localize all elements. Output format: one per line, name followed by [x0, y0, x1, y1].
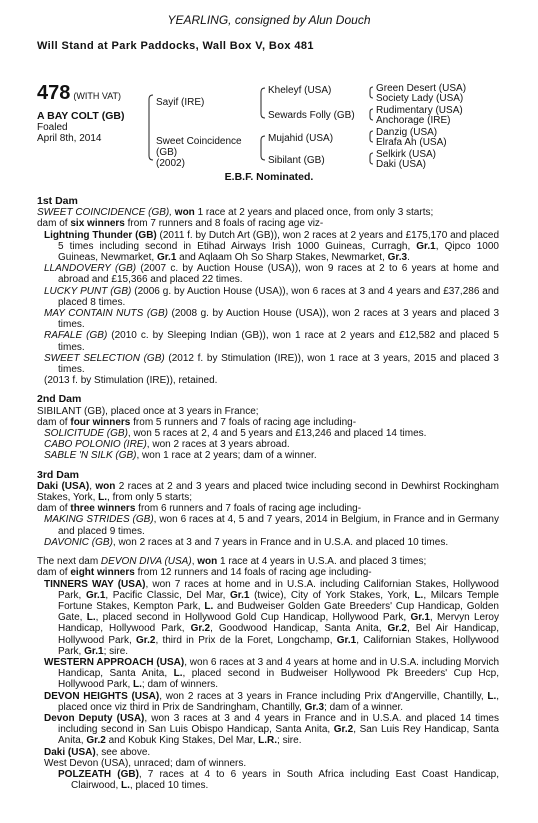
gen3-bracket-3 [370, 131, 373, 142]
bold-text: won [174, 207, 195, 219]
bold-text: WESTERN APPROACH (USA) [44, 656, 185, 668]
text: , Bel Air Handicap, Hollywood Park, [58, 623, 500, 646]
stand-location: Will Stand at Park Paddocks, Wall Box V, Box 481 [37, 40, 314, 52]
pedigree-entry [37, 556, 499, 567]
pedigree-dam-year: (2002) [156, 158, 185, 169]
text: 2 races at 2 and 3 years and placed twice including second in Dewhirst Rockingham Stakes, York, [37, 480, 499, 504]
pedigree-entry [37, 758, 499, 769]
bold-text: TINNERS WAY (USA) [44, 578, 146, 590]
text: The next dam [37, 556, 101, 568]
pedigree-g3-4: Anchorage (IRE) [376, 115, 451, 126]
text: , Milcars Temple Fortune Stakes, Kempton Park, [58, 589, 499, 612]
text: , won 2 races at 3 years in France including Prix d'Angerville, Chantilly, [159, 690, 488, 702]
text: , won 6 races at 4, 5 and 7 years, 2014 in Belgium, in France and in Germany and placed 9 times. [58, 514, 499, 537]
text: (twice), City of York Stakes, York, [249, 589, 415, 601]
bold-text: L. [173, 668, 183, 680]
italic-text: CABO POLONIO (IRE) [44, 439, 147, 451]
gen1-bracket [149, 95, 153, 160]
pedigree-entry [37, 330, 499, 352]
text: 1 race at 4 years in U.S.A. and placed 3 times; [217, 556, 427, 568]
dam-section [37, 462, 499, 548]
pedigree-dam-dam: Sibilant (GB) [268, 155, 325, 166]
text: (2013 f. by Stimulation (IRE)), retained. [44, 375, 218, 387]
bold-text: Gr.1 [230, 589, 250, 601]
text: , won 6 races at 3 and 4 years at home and in U.S.A. including Morvich Handicap, Santa Anita, [58, 656, 500, 680]
text: , won 2 races at 3 and 7 years in France and in U.S.A. and placed 10 times. [112, 536, 449, 548]
foaled-date: April 8th, 2014 [37, 133, 102, 144]
pedigree-g3-7: Selkirk (USA) [376, 149, 437, 160]
text: (2006 g. by Auction House (USA)), won 6 races at 3 and 4 years and £37,286 and placed 8 times. [58, 285, 499, 308]
pedigree-dam: Sweet Coincidence [156, 136, 242, 147]
pedigree-g3-5: Danzig (USA) [376, 127, 438, 138]
text: SIBILANT (GB), placed once at 3 years in France; [37, 405, 259, 417]
pedigree-entry [37, 713, 499, 747]
pedigree-entry [37, 503, 499, 514]
bold-text: L. [98, 492, 108, 504]
text: West Devon (USA), unraced; dam of winners. [44, 757, 247, 769]
section-gap [37, 462, 499, 470]
text: , Pacific Classic, Del Mar, [105, 589, 231, 601]
bold-text: Gr.1 [84, 645, 104, 657]
foaled-label: Foaled [37, 122, 68, 133]
pedigree-entry [37, 375, 499, 386]
bold-text: L. [414, 589, 424, 601]
section-title: 2nd Dam [37, 393, 82, 406]
catalogue-header [0, 0, 538, 190]
pedigree-entry [37, 747, 499, 758]
pedigree-entry [37, 537, 499, 548]
section-gap [37, 548, 499, 556]
text: , see above. [95, 746, 151, 758]
bold-text: Gr.2 [86, 735, 106, 747]
text: ; sire. [277, 735, 302, 747]
bold-text: L. [487, 690, 497, 702]
text: , placed 10 times. [129, 780, 209, 792]
bold-text: L. [86, 612, 96, 624]
bold-text: L. [204, 600, 214, 612]
produce-record [37, 196, 499, 791]
pedigree-entry [37, 218, 499, 229]
pedigree-entry [37, 353, 499, 375]
pedigree-entry [37, 439, 499, 450]
bold-text: Gr.1 [85, 589, 106, 601]
text: ; dam of winners. [141, 679, 219, 691]
bold-text: Gr.1 [336, 634, 357, 646]
italic-text: DEVON DIVA (USA) [100, 556, 192, 568]
pedigree-sire-dam: Sewards Folly (GB) [268, 110, 355, 121]
bold-text: Daki (USA) [37, 480, 90, 492]
pedigree-dam-sire: Mujahid (USA) [268, 133, 334, 144]
pedigree-entry [37, 263, 499, 285]
text: , won 7 races at home and in U.S.A. including Californian Stakes, Hollywood Park, [58, 578, 499, 601]
italic-text: MAY CONTAIN NUTS (GB) [44, 308, 168, 320]
bold-text: L. [133, 679, 142, 691]
text: ; dam of a winner. [324, 701, 404, 713]
gen3-bracket-2 [370, 109, 373, 120]
text: , won 2 races at 3 years abroad. [146, 439, 290, 451]
pedigree-entry [37, 428, 499, 439]
text: from 6 runners and 7 foals of racing age including- [135, 503, 362, 515]
dam-section [37, 548, 499, 791]
italic-text: SWEET SELECTION (GB) [44, 352, 165, 364]
text: (2007 c. by Auction House (USA)), won 9 races at 2 to 6 years at home and abroad and £15,366 and placed 22 times. [58, 263, 499, 286]
gen2-sire-bracket [261, 88, 265, 118]
pedigree-g3-2: Society Lady (USA) [376, 93, 464, 104]
italic-text: LUCKY PUNT (GB) [44, 285, 132, 297]
bold-text: DEVON HEIGHTS (USA) [44, 690, 160, 702]
bold-text: Gr.3 [304, 701, 325, 713]
pedigree-entry [37, 207, 499, 218]
text: , San Luis Rey Handicap, Santa Anita, [58, 724, 499, 747]
dam-section [37, 386, 499, 461]
pedigree-dam-origin: (GB) [156, 147, 178, 158]
horse-description: A BAY COLT (GB) [37, 110, 125, 122]
bold-text: Gr.2 [135, 634, 156, 646]
bold-text: L.R. [258, 735, 278, 747]
bold-text: Gr.1 [416, 240, 436, 252]
italic-text: LLANDOVERY (GB) [44, 263, 137, 275]
lot-number-value: 478 [37, 82, 71, 104]
text: and Budweiser Golden Gate Breeders' Cup Handicap, Golden Gate, [58, 600, 499, 624]
text: , third in Prix de la Foret, Longchamp, [155, 634, 337, 646]
ebf-nominated: E.B.F. Nominated. [224, 171, 314, 183]
text: , Mervyn Leroy Handicap, Hollywood Park, [58, 612, 499, 635]
text: dam of [37, 503, 71, 515]
pedigree-entry [37, 286, 499, 308]
text: (2011 f. by Dutch Art (GB)), won 2 races at 2 years and £175,170 and placed 5 times including second in Etihad Airways Irish 1000 Guineas, Curragh, [58, 229, 500, 252]
italic-text: DAVONIC (GB) [44, 536, 113, 548]
page-title: YEARLING, consigned by Alun Douch [167, 13, 371, 27]
pedigree-entry [37, 308, 499, 330]
text: , Goodwood Handicap, Santa Anita, [210, 623, 388, 635]
text: dam of [37, 416, 71, 428]
bold-text: POLZEATH (GB) [58, 768, 139, 780]
text: from 7 runners and 8 foals of racing age viz- [124, 218, 324, 230]
pedigree-entry [37, 657, 499, 691]
bold-text: L. [121, 780, 130, 792]
text: , Californian Stakes, Hollywood Park, [58, 634, 499, 657]
dam-section [37, 196, 499, 386]
italic-text: RAFALE (GB) [44, 330, 108, 342]
bold-text: Gr.2 [387, 623, 407, 635]
vat-note: (WITH VAT) [73, 91, 122, 101]
text: , won 1 race at 2 years; dam of a winner. [136, 450, 317, 462]
pedigree-entry [37, 230, 499, 264]
italic-text: SOLICITUDE (GB) [44, 428, 128, 440]
pedigree-entry [37, 481, 499, 503]
text: dam of [37, 567, 71, 579]
bold-text: Lightning Thunder (GB) [44, 229, 157, 241]
pedigree-g3-3: Rudimentary (USA) [376, 105, 463, 116]
gen3-bracket-1 [370, 87, 373, 98]
text: dam of [37, 218, 71, 230]
text: and Kobuk King Stakes, Del Mar, [105, 735, 259, 747]
text: , [191, 556, 198, 568]
section-gap [37, 386, 499, 394]
text: , from only 5 starts; [107, 492, 193, 504]
text: 1 race at 2 years and placed once, from only 3 starts; [194, 207, 434, 219]
italic-text: SWEET COINCIDENCE (GB), [37, 207, 175, 219]
pedigree-entry [37, 450, 499, 461]
gen3-bracket-4 [370, 153, 373, 164]
bold-text: Devon Deputy (USA) [44, 712, 145, 724]
section-title: 1st Dam [37, 195, 78, 207]
pedigree-entry [37, 579, 499, 657]
text: , placed second in Hollywood Gold Cup Handicap, Hollywood Park, [95, 612, 411, 624]
bold-text: won [95, 480, 116, 492]
bold-text: Gr.1 [156, 252, 177, 264]
text: , [89, 480, 96, 492]
pedigree-entry [37, 406, 499, 417]
text: , won 5 races at 2, 4 and 5 years and £13,246 and placed 14 times. [127, 428, 427, 440]
bold-text: Gr.2 [190, 623, 211, 635]
text: (2008 g. by Auction House (USA)), won 2 races at 3 years and placed 3 times. [58, 308, 500, 331]
pedigree-sire-sire: Kheleyf (USA) [268, 85, 332, 96]
bold-text: four winners [70, 416, 131, 428]
text: from 5 runners and 7 foals of racing age including- [130, 416, 357, 428]
bold-text: three winners [70, 503, 136, 515]
bold-text: Gr.3 [387, 252, 408, 264]
pedigree-g3-1: Green Desert (USA) [376, 83, 467, 94]
italic-text: MAKING STRIDES (GB) [44, 514, 154, 526]
pedigree-g3-6: Elrafa Ah (USA) [376, 137, 447, 148]
pedigree-g3-8: Daki (USA) [376, 159, 427, 170]
text: . [407, 252, 410, 264]
text: from 12 runners and 14 foals of racing age including- [134, 567, 372, 579]
text: , won 3 races at 3 and 4 years in France and in U.S.A. and placed 14 times including second in San Luis Obispo Handicap, Santa Anita, [58, 712, 499, 736]
pedigree-entry [37, 514, 499, 536]
text: and Aqlaam Oh So Sharp Stakes, Newmarket, [176, 252, 388, 264]
text: , placed once viz third in Prix de Sandringham, Chantilly, [58, 690, 500, 713]
bold-text: Gr.2 [333, 724, 354, 736]
text: (2012 f. by Stimulation (IRE)), won 1 race at 3 years, 2015 and placed 3 times. [58, 352, 499, 376]
pedigree-entry [37, 769, 499, 791]
text: , Qipco 1000 Guineas, Newmarket, [58, 240, 499, 264]
text: , 7 races at 4 to 6 years in South Africa including East Coast Handicap, Clairwood, [71, 768, 499, 792]
pedigree-entry [37, 417, 499, 428]
pedigree-entry [37, 567, 499, 578]
bold-text: six winners [70, 218, 125, 230]
bold-text: eight winners [70, 567, 135, 579]
pedigree-sire: Sayif (IRE) [156, 97, 205, 108]
pedigree-entry [37, 691, 499, 713]
text: ; sire. [103, 645, 129, 657]
italic-text: SABLE 'N SILK (GB) [44, 450, 137, 462]
gen2-dam-bracket [261, 136, 265, 160]
bold-text: Daki (USA) [44, 746, 96, 758]
bold-text: Gr.1 [410, 612, 430, 624]
text: , placed second in Budweiser Hollywood Pk Breeders' Cup Hcp, Hollywood Park, [58, 668, 499, 691]
text: (2010 c. by Sleeping Indian (GB)), won 1 race at 2 years and £12,582 and placed 5 times. [58, 330, 499, 353]
section-title: 3rd Dam [37, 468, 80, 481]
bold-text: won [197, 556, 218, 568]
